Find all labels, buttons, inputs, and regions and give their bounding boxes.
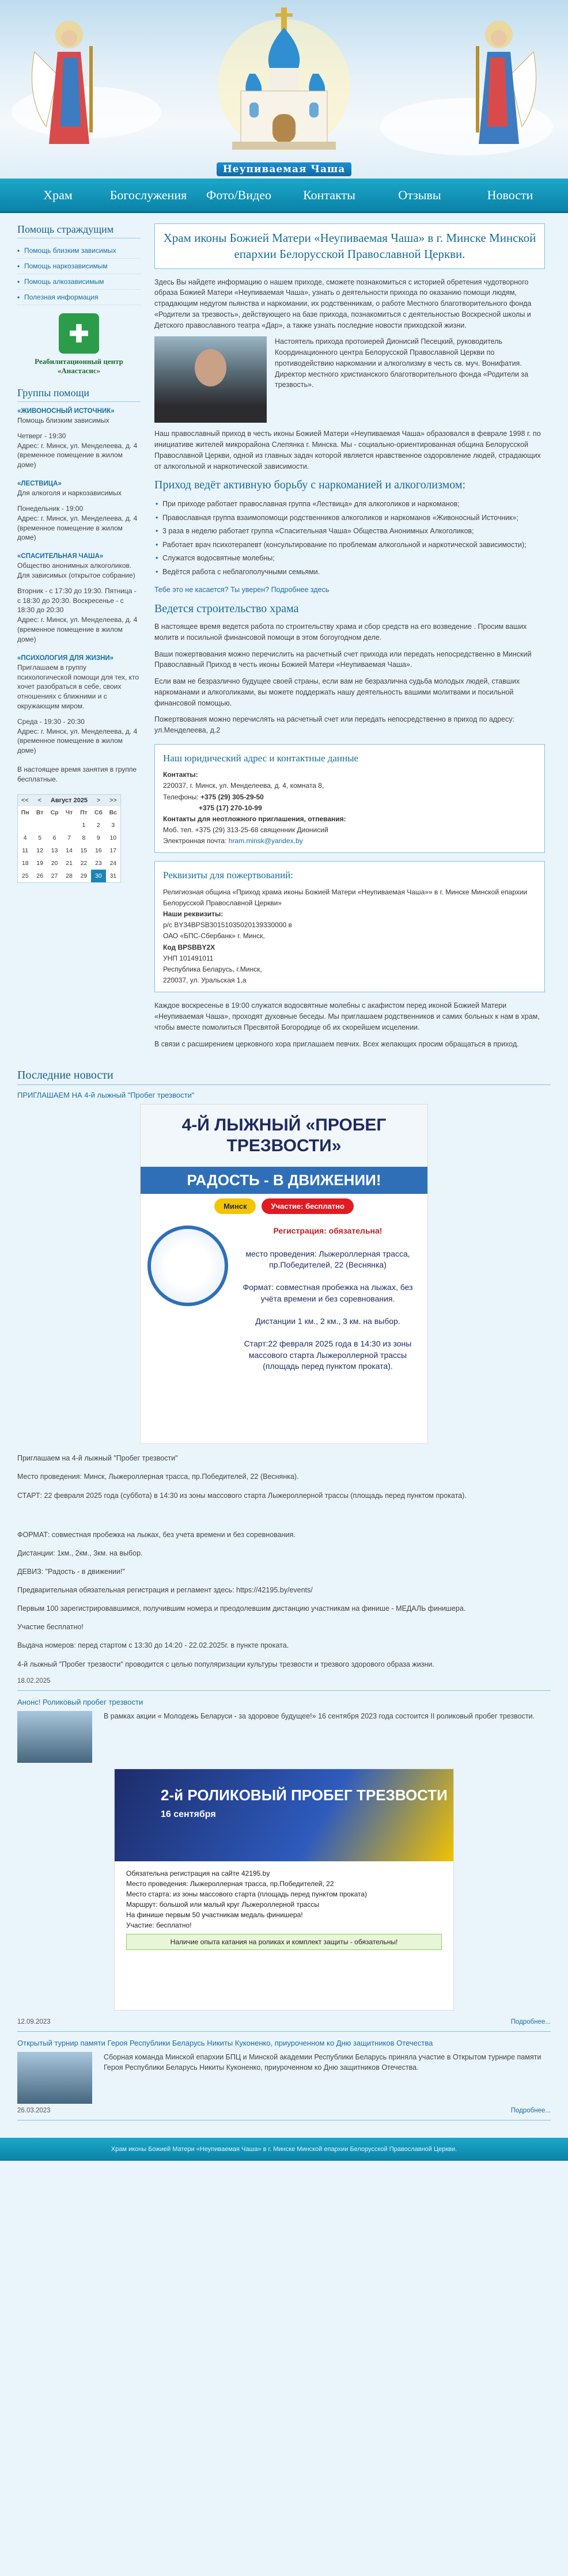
calendar-prev-year[interactable]: << bbox=[21, 797, 29, 805]
req-street: 220037, ул. Уральская 1,а bbox=[163, 976, 247, 985]
build-title: Ведется строительство храма bbox=[154, 602, 299, 616]
build-text: Если вам не безразлично будущее своей страны, если вам не безразлична судьба молодых людей, ставших наркоманами и алкоголиками, вы можете поддержать нашу деятельность вашими молитвами и посильной финансовой помощью. bbox=[154, 677, 520, 707]
mobile-label: Контакты для неотложного приглашения, отпевания: bbox=[163, 814, 346, 823]
calendar-day[interactable]: 22 bbox=[80, 860, 88, 867]
poster2-title: 2-й РОЛИКОВЫЙ ПРОБЕГ ТРЕЗВОСТИ bbox=[161, 1786, 448, 1804]
contacts-title: Наш юридический адрес и контактные данные bbox=[163, 752, 359, 764]
mobile-phone[interactable]: Моб. тел. +375 (29) 313-25-68 священник Дионисий bbox=[163, 826, 328, 834]
priest-text: Настоятель прихода протоиерей Дионисий Песецкий, руководитель Координационного центра Белорусской Православной Церкви по противодействию наркомании и алкоголизму в честь св. муч. Вонифатия. Директор местного христианского благотворительного фонда «Родители за трезвость». bbox=[275, 337, 529, 389]
calendar-day[interactable]: 16 bbox=[95, 847, 102, 855]
unp: УНП 101491011 bbox=[163, 954, 214, 962]
contacts-label: Контакты: bbox=[163, 771, 198, 779]
calendar-month: Август 2025 bbox=[50, 797, 88, 805]
calendar-day[interactable]: 6 bbox=[52, 834, 56, 842]
list-item: • Ведётся работа с неблагополучными семьями. bbox=[154, 566, 545, 579]
requisites-card bbox=[154, 861, 545, 992]
calendar-day[interactable]: 5 bbox=[38, 834, 42, 842]
news-text: Первым 100 зарегистрировавшимся, получившим номера и преодолевшим дистанцию участникам на финише - МЕДАЛЬ финишера. bbox=[17, 1604, 466, 1613]
rehab-center-banner[interactable] bbox=[17, 313, 141, 375]
calendar-day[interactable]: 19 bbox=[36, 860, 43, 867]
poster-title: 4-Й ЛЫЖНЫЙ «ПРОБЕГ ТРЕЗВОСТИ» bbox=[141, 1105, 427, 1167]
nav-reviews[interactable]: Отзывы bbox=[398, 187, 441, 202]
help-item[interactable] bbox=[17, 259, 141, 274]
calendar-dow: Сб bbox=[94, 809, 103, 817]
news-meta bbox=[17, 1678, 551, 1685]
group-time: Вторник - с 17:30 до 19:30. Пятница - с 18:30 до 20:30. Воскресенье - с 18:30 до 20:30 bbox=[17, 586, 137, 614]
calendar-day[interactable]: 10 bbox=[109, 834, 117, 842]
calendar-header bbox=[18, 795, 120, 806]
rehab-name: Реабилитационный центр «Анастасис» bbox=[35, 357, 123, 375]
news-item bbox=[17, 1091, 551, 1690]
news-preview bbox=[17, 1711, 551, 1763]
calendar-day[interactable]: 12 bbox=[36, 847, 43, 855]
build-text: Пожертвования можно перечислять на расчетный счет или передать непосредственно в приход по адресу: ул.Менделеева, д.2 bbox=[154, 715, 515, 735]
parish-text: Наш православный приход в честь иконы Божией Матери «Неупиваемая Чаша» образовался в феврале 1998 г. по инициативе жителей микрорайона Слепянка г. Минска. Мы - социально-ориентированная община Белорусской Православной Церкви, одной из главных задач которой является нравственное оздоровление людей, страдающих от алкогольной и наркотической зависимости. bbox=[154, 430, 541, 471]
poster-dist: Дистанции 1 км., 2 км., 3 км. на выбор. bbox=[255, 1317, 400, 1326]
title-box bbox=[154, 223, 545, 269]
group-desc: Помощь близким зависимых bbox=[17, 416, 109, 425]
help-title: Помощь страждущим bbox=[17, 223, 141, 238]
calendar-day[interactable]: 4 bbox=[23, 834, 27, 842]
calendar-dow: Пн bbox=[21, 809, 29, 817]
help-item[interactable] bbox=[17, 290, 141, 305]
news-title: Последние новости bbox=[17, 1069, 551, 1085]
news-date: 26.03.2023 bbox=[17, 2107, 51, 2114]
help-link[interactable]: Помощь алкозависимым bbox=[24, 278, 104, 286]
calendar-empty bbox=[18, 819, 32, 832]
poster-start: Старт:22 февраля 2025 года в 14:30 из зоны массового старта Лыжероллерной трассы (площадь перед пунктом проката). bbox=[244, 1339, 412, 1371]
poster2-line: Обязательна регистрация на сайте 42195.by bbox=[126, 1869, 270, 1877]
build-text: В настоящее время ведется работа по строительству храма и сбор средств на его возведение . Просим ваших молитв и посильной финансовой помощи в этом богоугодном деле. bbox=[154, 623, 527, 642]
group-address: Адрес: г. Минск, ул. Менделеева, д. 4 (временное помещение в жилом доме) bbox=[17, 727, 138, 755]
poster2-line: Место старта: из зоны массового старта (площадь перед пунктом проката) bbox=[126, 1890, 368, 1898]
req-city: Республика Беларусь, г.Минск, bbox=[163, 965, 262, 973]
help-item[interactable] bbox=[17, 274, 141, 290]
calendar-dow: Вс bbox=[109, 809, 117, 817]
poster2-line: На финише первым 50 участникам медаль финишера! bbox=[126, 1910, 303, 1919]
angel-left-image bbox=[23, 12, 115, 150]
group-name: «СПАСИТЕЛЬНАЯ ЧАША» bbox=[17, 553, 104, 560]
calendar-empty bbox=[62, 819, 76, 832]
build-text: Ваши пожертвования можно перечислить на расчетный счет прихода или передать непосредственно в Минский Православный Приход в честь иконы Божией Матери «Неупиваемая Чаша». bbox=[154, 650, 532, 669]
help-link[interactable]: Полезная информация bbox=[24, 293, 99, 301]
calendar-day[interactable]: 3 bbox=[111, 822, 115, 829]
list-item: • При приходе работает православная группа «Лествица» для алкоголиков и наркоманов; bbox=[154, 498, 545, 511]
nav-temple[interactable]: Храм bbox=[43, 187, 73, 202]
poster-body bbox=[141, 1219, 427, 1379]
calendar-day[interactable]: 24 bbox=[109, 860, 117, 867]
groups-note: В настоящее время занятия в группе бесплатные. bbox=[17, 765, 137, 783]
poster-format: Формат: совместная пробежка на лыжах, без учёта времени и без соревнования. bbox=[243, 1283, 413, 1303]
help-link[interactable]: Помощь близким зависимых bbox=[24, 246, 116, 255]
poster2-header bbox=[115, 1769, 453, 1861]
contacts-card bbox=[154, 744, 545, 853]
calendar-empty bbox=[47, 819, 62, 832]
calendar-grid bbox=[18, 806, 120, 882]
news-text: 4-й лыжный "Пробег трезвости" проводится с целью популяризации культуры трезвости и трезвого здорового образа жизни. bbox=[17, 1660, 434, 1668]
news-thumbnail[interactable] bbox=[17, 1711, 92, 1763]
news-text: ФОРМАТ: совместная пробежка на лыжах, без учета времени и без соревнования. bbox=[17, 1530, 296, 1539]
poster2-line: Маршрут: большой или малый круг Лыжероллерной трассы bbox=[126, 1900, 319, 1909]
poster2-warning: Наличие опыта катания на роликах и комплект защиты - обязательны! bbox=[126, 1934, 442, 1950]
list-item: • Служатся водосвятные молебны; bbox=[154, 552, 545, 566]
group-time: Четверг - 19:30 bbox=[17, 431, 66, 440]
news-date: 18.02.2025 bbox=[17, 1677, 51, 1685]
email-link[interactable]: hram.minsk@yandex.by bbox=[228, 837, 303, 845]
bic-code: Код BPSBBY2X bbox=[163, 943, 215, 951]
nav-services[interactable]: Богослужения bbox=[109, 187, 187, 202]
sidebar bbox=[17, 223, 147, 1055]
contacts-address: 220037, г. Минск, ул. Менделеева, д. 4, комната 8, bbox=[163, 781, 324, 790]
main-column bbox=[147, 223, 551, 1055]
more-info-link[interactable]: Тебе это не касается? Ты уверен? Подробнее здесь bbox=[154, 586, 330, 594]
calendar-next-month[interactable]: > bbox=[96, 797, 101, 805]
group-block bbox=[17, 654, 141, 756]
calendar-day[interactable]: 18 bbox=[21, 860, 29, 867]
group-name: «ЖИВОНОСНЫЙ ИСТОЧНИК» bbox=[17, 408, 115, 415]
group-address: Адрес: г. Минск, ул. Менделеева, д. 4 (временное помещение в жилом доме) bbox=[17, 616, 138, 643]
group-desc: Для алкоголя и наркозависимых bbox=[17, 489, 122, 498]
page-title: Храм иконы Божией Матери «Неупиваемая Чаша» в г. Минске Минской епархии Белорусской Православной Церкви. bbox=[163, 231, 536, 261]
calendar-day[interactable]: 11 bbox=[22, 847, 29, 855]
bank-account: р/с BY34BPSB30151035020139330000 в bbox=[163, 921, 292, 930]
nav-photo-video[interactable]: Фото/Видео bbox=[206, 187, 271, 202]
calendar-day[interactable]: 15 bbox=[80, 847, 88, 855]
help-item[interactable] bbox=[17, 243, 141, 259]
news-text: Приглашаем на 4-й лыжный "Пробег трезвости" bbox=[17, 1454, 178, 1463]
group-time: Понедельник - 19:00 bbox=[17, 504, 84, 513]
calendar-day[interactable]: 31 bbox=[109, 872, 117, 880]
calendar-day[interactable]: 8 bbox=[82, 834, 86, 842]
read-more-link[interactable]: Подробнее... bbox=[510, 2107, 551, 2114]
nav-contacts[interactable]: Контакты bbox=[303, 187, 355, 202]
main-nav bbox=[0, 179, 568, 213]
news-lead: В рамках акции « Молодежь Беларуси - за здоровое будущее!» 16 сентября 2023 года состоится II роликовый пробег трезвости. bbox=[104, 1712, 535, 1720]
poster-emblem bbox=[147, 1226, 228, 1306]
calendar-day[interactable]: 1 bbox=[82, 822, 86, 829]
calendar-day[interactable]: 26 bbox=[36, 872, 43, 880]
news-text: Дистанции: 1км., 2км., 3км. на выбор. bbox=[17, 1549, 143, 1557]
news-meta bbox=[17, 2019, 551, 2025]
calendar-day[interactable]: 23 bbox=[95, 860, 102, 867]
news-text: СТАРТ: 22 февраля 2025 года (суббота) в 14:30 из зоны массового старта Лыжероллерной трассы (площадь перед пунктом проката). bbox=[17, 1491, 467, 1500]
choir-text: В связи с расширением церковного хора приглашаем певчих. Всех желающих просим обращаться в приход. bbox=[154, 1039, 519, 1048]
calendar-day[interactable]: 17 bbox=[109, 847, 117, 855]
news-thumbnail[interactable] bbox=[17, 2052, 92, 2104]
calendar-dow: Пт bbox=[80, 809, 88, 817]
phone-1[interactable]: +375 (29) 305-29-50 bbox=[200, 792, 264, 801]
group-block bbox=[17, 407, 141, 470]
news-meta bbox=[17, 2107, 551, 2114]
site-header bbox=[0, 0, 568, 179]
news-date: 12.09.2023 bbox=[17, 2018, 51, 2025]
cross-icon: ✚ bbox=[59, 313, 99, 354]
calendar-day[interactable]: 7 bbox=[67, 834, 71, 842]
requisites-label: Наши реквизиты: bbox=[163, 910, 224, 918]
group-time: Среда - 19:30 - 20:30 bbox=[17, 717, 85, 726]
group-address: Адрес: г. Минск, ул. Менделеева, д. 4 (временное помещение в жилом доме) bbox=[17, 514, 138, 542]
content-area bbox=[0, 213, 568, 1055]
calendar-day[interactable]: 9 bbox=[96, 834, 100, 842]
calendar-day[interactable]: 2 bbox=[96, 822, 100, 829]
church-image bbox=[215, 5, 353, 160]
calendar-day[interactable]: 28 bbox=[66, 872, 73, 880]
poster-place: место проведения: Лыжероллерная трасса, пр.Победителей, 22 (Веснянка) bbox=[245, 1249, 410, 1270]
calendar-day[interactable]: 13 bbox=[51, 847, 58, 855]
church-logo[interactable] bbox=[183, 0, 385, 179]
groups-title: Группы помощи bbox=[17, 387, 141, 402]
calendar-next-year[interactable]: >> bbox=[109, 797, 117, 805]
requisites-org: Религиозная община «Приход храма иконы Божией Матери «Неупиваемая Чаша»» в г. Минске Минской епархии Белорусской Православной Церкви» bbox=[163, 887, 528, 907]
fight-list bbox=[154, 498, 545, 579]
calendar-day[interactable]: 21 bbox=[66, 860, 73, 867]
poster2-date: 16 сентября bbox=[161, 1809, 216, 1819]
group-address: Адрес: г. Минск, ул. Менделеева, д. 4 (временное помещение в жилом доме) bbox=[17, 441, 138, 469]
list-item: • Работает врач психотерапевт (консультирование по проблемам алкогольной и наркотической зависимости); bbox=[154, 538, 545, 552]
intro-text: Здесь Вы найдете информацию о нашем приходе, сможете познакомиться с историей обретения чудотворного образа Божией Матери «Неупиваемая Чаша», узнать о деятельности прихода по оказанию помощи людям, страдающим недугом пьянства и наркомании, их родственникам, о работе Местного благотворительного фонда «Родители за трезвость», действующего на базе прихода, познакомиться с деятельностью Воскресной школы и Детского православного театра «Дар», а также узнать последние новости приходской жизни. bbox=[154, 278, 532, 329]
calendar-day[interactable]: 20 bbox=[51, 860, 58, 867]
news-section bbox=[0, 1069, 568, 2120]
group-name: «ПСИХОЛОГИЯ ДЛЯ ЖИЗНИ» bbox=[17, 654, 114, 662]
calendar-day[interactable]: 14 bbox=[66, 847, 73, 855]
group-block bbox=[17, 552, 141, 644]
roller-run-poster[interactable] bbox=[114, 1769, 454, 2010]
bank-name: ОАО «БПС-Сбербанк» г. Минск, bbox=[163, 932, 265, 940]
poster-free: Участие: бесплатно bbox=[262, 1198, 353, 1214]
poster-pills bbox=[141, 1194, 427, 1219]
help-list bbox=[17, 243, 141, 305]
help-link[interactable]: Помощь наркозависимым bbox=[24, 262, 108, 270]
news-item bbox=[17, 1698, 551, 2032]
requisites-title: Реквизиты для пожертвований: bbox=[163, 870, 293, 881]
news-text: Выдача номеров: перед стартом с 13:30 до 14:20 - 22.02.2025г. в пункте проката. bbox=[17, 1641, 289, 1650]
group-name: «ЛЕСТВИЦА» bbox=[17, 480, 62, 488]
news-preview bbox=[17, 2052, 551, 2104]
news-item bbox=[17, 2039, 551, 2120]
angel-right-image bbox=[453, 12, 545, 150]
calendar-widget bbox=[17, 794, 121, 883]
poster-slogan: РАДОСТЬ - В ДВИЖЕНИИ! bbox=[141, 1167, 427, 1194]
news-link[interactable]: Анонс! Роликовый пробег трезвости bbox=[17, 1697, 143, 1706]
poster2-body bbox=[115, 1861, 453, 1960]
calendar-dow: Вт bbox=[36, 809, 44, 817]
poster-text bbox=[235, 1226, 421, 1372]
priest-block bbox=[154, 336, 545, 423]
priest-photo bbox=[154, 336, 267, 423]
fight-title: Приход ведёт активную борьбу с наркоманией и алкоголизмом: bbox=[154, 479, 466, 492]
poster-reg: Регистрация: обязательна! bbox=[273, 1226, 383, 1236]
phone-2[interactable]: +375 (17) 270-10-99 bbox=[199, 803, 262, 812]
calendar-day[interactable]: 30 bbox=[91, 870, 105, 882]
ski-run-poster[interactable] bbox=[140, 1104, 428, 1444]
calendar-dow: Ср bbox=[50, 809, 59, 817]
group-block bbox=[17, 479, 141, 542]
calendar-dow: Чт bbox=[65, 809, 73, 817]
nav-news[interactable]: Новости bbox=[487, 187, 533, 202]
news-text: Участие бесплатно! bbox=[17, 1623, 84, 1632]
calendar-day[interactable]: 29 bbox=[80, 872, 88, 880]
news-text: ДЕВИЗ: "Радость - в движении!" bbox=[17, 1567, 125, 1576]
news-link[interactable]: Открытый турнир памяти Героя Республики Беларусь Никиты Куконенко, приуроченном ко Дню защитников Отечества bbox=[17, 2038, 433, 2047]
list-item: • 3 раза в неделю работает группа «Спасительная Чаша» Общества Анонимных Алкоголиков; bbox=[154, 525, 545, 538]
calendar-day[interactable]: 27 bbox=[51, 872, 58, 880]
news-text: Предварительная обязательная регистрация и регламент здесь: https://42195.by/events/ bbox=[17, 1586, 313, 1595]
news-lead: Сборная команда Минской епархии БПЦ и Минской академии Республики Беларусь приняла участие в Открытом турнире памяти Героя Республики Беларусь Никиты Куконенко, приуроченном ко Дню защитников Отечества. bbox=[104, 2053, 542, 2072]
read-more-link[interactable]: Подробнее... bbox=[510, 2018, 551, 2025]
poster2-line: Участие: бесплатно! bbox=[126, 1921, 192, 1929]
group-desc: Приглашаем в группу психологической помощи для тех, кто хочет разобраться в себе, своих отношениях с ближними и с окружающим миром. bbox=[17, 663, 139, 710]
calendar-empty bbox=[32, 819, 47, 832]
list-item: • Православная группа взаимопомощи родственников алкоголиков и наркоманов «Живоносный Источник»; bbox=[154, 511, 545, 525]
calendar-prev-month[interactable]: < bbox=[37, 797, 42, 805]
poster2-line: Место проведения: Лыжероллерная трасса, пр.Победителей, 22 bbox=[126, 1879, 334, 1888]
calendar-day[interactable]: 25 bbox=[21, 872, 29, 880]
group-desc: Общество анонимных алкоголиков. Для зависимых (открытое собрание) bbox=[17, 562, 135, 580]
logo-caption: Неупиваемая Чаша bbox=[217, 162, 351, 176]
email-label: Электронная почта: bbox=[163, 837, 227, 845]
phone-label: Телефоны: bbox=[163, 792, 199, 801]
news-link[interactable]: ПРИГЛАШАЕМ НА 4-й лыжный "Пробег трезвости" bbox=[17, 1091, 195, 1100]
site-footer: Храм иконы Божией Матери «Неупиваемая Чаша» в г. Минске Минской епархии Белорусской Православной Церкви. bbox=[0, 2138, 568, 2161]
poster-city: Минск bbox=[214, 1198, 256, 1214]
news-text: Место проведения: Минск, Лыжероллерная трасса, пр.Победителей, 22 (Веснянка). bbox=[17, 1473, 299, 1481]
moleben-text: Каждое воскресенье в 19:00 служатся водосвятные молебны с акафистом перед иконой Божией Матери «Неупиваемая Чаша», проходят духовные беседы. Мы приглашаем родственников и самих больных к нам в храм, чтобы вместе помолиться Пресвятой Богородице об их скорейшем исцелении. bbox=[154, 1001, 540, 1031]
